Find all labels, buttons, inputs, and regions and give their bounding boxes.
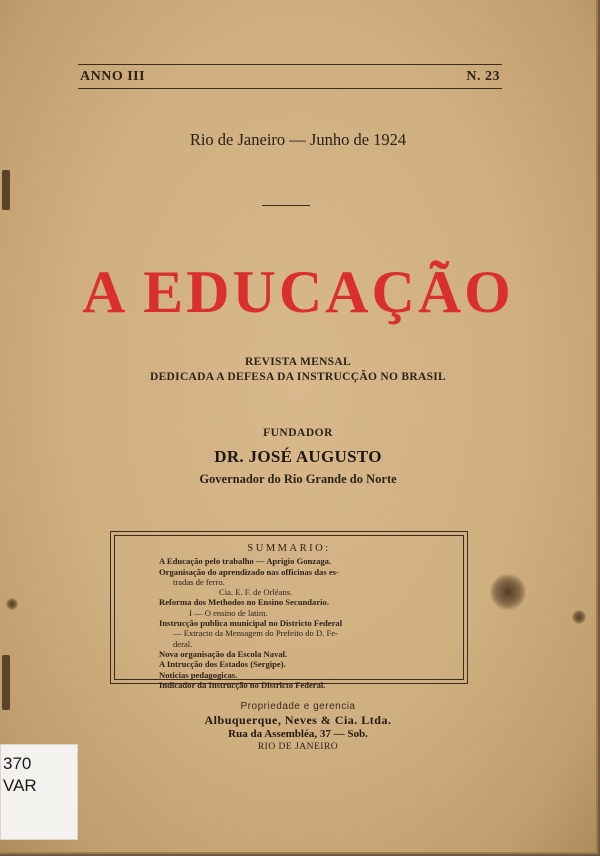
date-line: Rio de Janeiro — Junho de 1924 <box>189 130 407 149</box>
issue-number: N. 23 <box>466 69 500 84</box>
header-rule-bottom <box>78 88 502 89</box>
call-number-line-1: 370 <box>3 754 32 773</box>
summary-item: Instrucção publica municipal no Districto Federal <box>159 618 343 629</box>
summary-item: A Educação pelo trabalho — Aprigio Gonzaga. <box>159 556 332 567</box>
founder-label: FUNDADOR <box>263 427 333 439</box>
summary-item: Reforma dos Methodos no Ensino Secundario. <box>159 597 329 608</box>
summary-item: tradas de ferro. <box>173 576 225 587</box>
publisher-label: Propriedade e gerencia <box>240 701 356 712</box>
call-number-line-2: VAR <box>3 776 37 795</box>
subtitle-line-2: DEDICADA A DEFESA DA INSTRUCÇÃO NO BRASIL <box>149 371 447 383</box>
publisher-city: RIO DE JANEIRO <box>257 742 339 752</box>
spine-damage <box>2 170 10 210</box>
ink-stain <box>6 598 18 610</box>
divider <box>262 205 310 206</box>
publisher-name: Albuquerque, Neves & Cia. Ltda. <box>204 713 392 727</box>
subtitle-line-1: REVISTA MENSAL <box>245 356 351 368</box>
summary-item: Cia. E. F. de Orléans. <box>219 587 293 598</box>
ink-stain <box>490 574 526 610</box>
founder-role: Governador do Rio Grande do Norte <box>199 472 397 486</box>
summary-item: Indicador da Instrucção no Districto Federal. <box>159 679 326 690</box>
volume-label: ANNO III <box>80 69 146 84</box>
summary-item: A Intrucção dos Estados (Sergipe). <box>159 659 286 670</box>
summary-item: deral. <box>173 638 193 649</box>
summary-item: I — O ensino de latim. <box>189 607 268 618</box>
summary-item: Noticias pedagogicas. <box>159 669 238 680</box>
ink-stain <box>572 610 586 624</box>
summary-item: Nova organisação da Escola Naval. <box>159 648 288 659</box>
summary-title: SUMMARIO: <box>247 543 331 554</box>
library-call-number-label <box>0 744 78 840</box>
founder-name: DR. JOSÉ AUGUSTO <box>214 447 382 466</box>
summary-box <box>110 531 468 690</box>
issue-header <box>80 66 500 88</box>
magazine-title: A EDUCAÇÃO <box>82 259 514 325</box>
header-rule-top <box>78 64 502 65</box>
summary-item: — Extracto da Mensagem do Prefeito do D. Fe- <box>173 628 338 639</box>
publisher-address: Rua da Assembléa, 37 — Sob. <box>228 728 368 740</box>
summary-item: Organisação do aprendizado nas officinas das es- <box>159 566 339 577</box>
